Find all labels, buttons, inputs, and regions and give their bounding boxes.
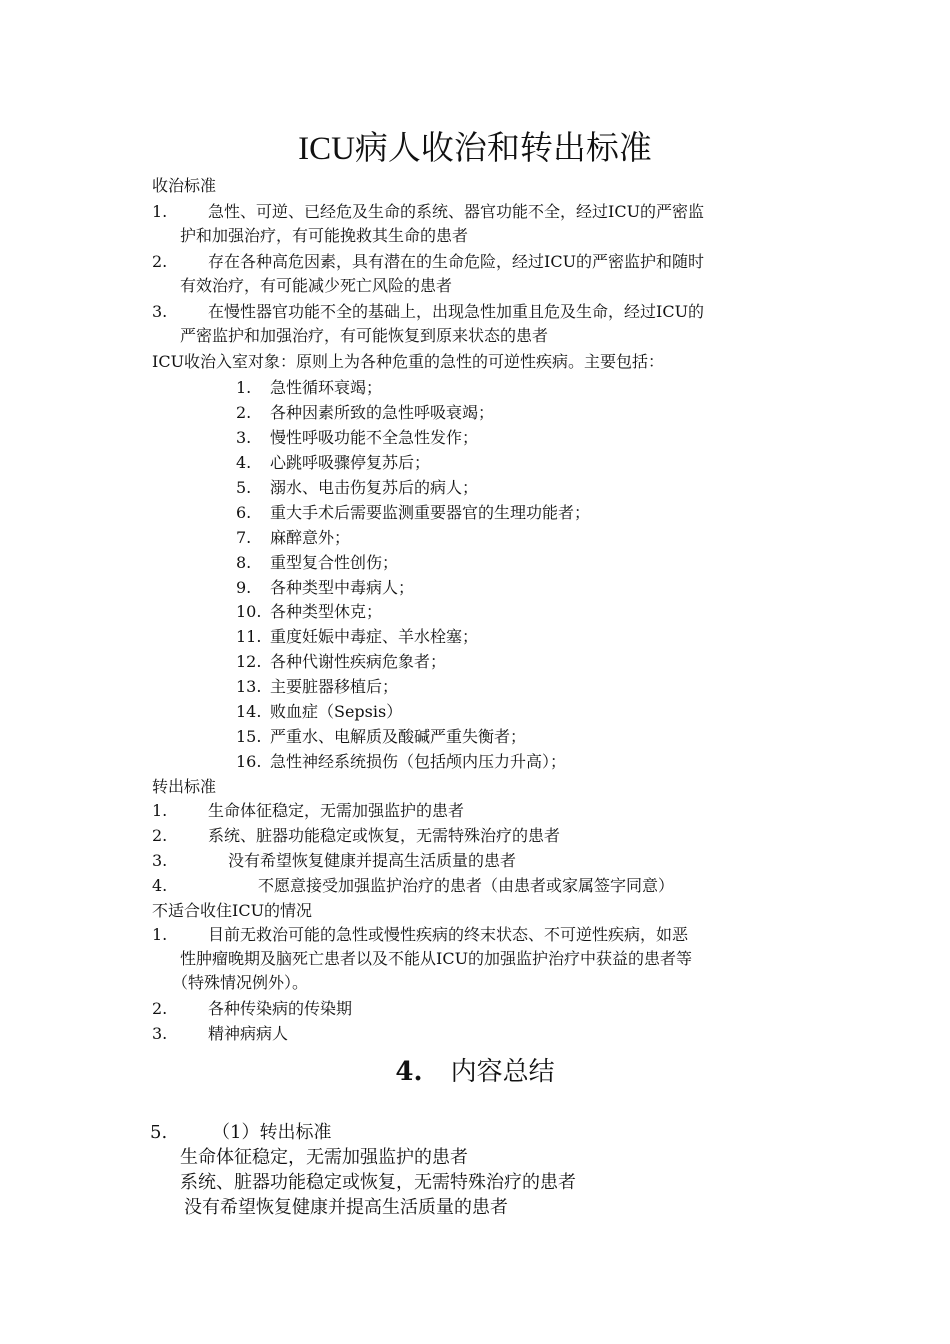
target-item-text: 重型复合性创伤； — [270, 553, 399, 572]
summary-line: 系统、脏器功能稳定或恢复，无需特殊治疗的患者 — [180, 1172, 576, 1193]
summary-heading-text: 内容总结 — [450, 1057, 555, 1087]
target-item-number: 4. — [236, 453, 252, 472]
target-item-number: 8. — [236, 553, 252, 572]
unsuitable-heading: 不适合收住ICU的情况 — [152, 901, 313, 920]
admission-item-text: 在慢性器官功能不全的基础上，出现急性加重且危及生命，经过ICU的 — [208, 302, 705, 321]
admission-item-text: 有效治疗，有可能减少死亡风险的患者 — [180, 276, 453, 295]
target-list-item — [236, 426, 478, 450]
target-item-text: 重度妊娠中毒症、羊水栓塞； — [270, 627, 479, 646]
transfer-item-number: 3. — [152, 851, 168, 870]
target-item-text: 急性神经系统损伤（包括颅内压力升高）； — [270, 752, 567, 771]
target-list-item — [236, 650, 446, 674]
transfer-item-number: 4. — [152, 876, 168, 895]
transfer-item-number: 2. — [152, 826, 168, 845]
target-item-text: 急性循环衰竭； — [270, 378, 383, 397]
admission-item-text: 严密监护和加强治疗，有可能恢复到原来状态的患者 — [180, 326, 549, 345]
target-list-item — [236, 700, 402, 724]
target-item-text: 溺水、电击伤复苏后的病人； — [270, 478, 479, 497]
unsuitable-item-number: 3. — [152, 1024, 168, 1043]
target-item-number: 5. — [236, 478, 252, 497]
admission-heading: 收治标准 — [152, 176, 217, 195]
target-item-number: 16. — [236, 752, 262, 771]
transfer-heading: 转出标准 — [152, 777, 217, 796]
unsuitable-item-text: 性肿瘤晚期及脑死亡患者以及不能从ICU的加强监护治疗中获益的患者等 — [180, 949, 693, 968]
transfer-item-text: 不愿意接受加强监护治疗的患者（由患者或家属签字同意） — [258, 876, 675, 895]
unsuitable-item-number: 2. — [152, 999, 168, 1018]
transfer-item-text: 没有希望恢复健康并提高生活质量的患者 — [228, 851, 517, 870]
target-item-number: 12. — [236, 652, 262, 671]
target-list-item — [236, 401, 494, 425]
target-list-item — [236, 600, 382, 624]
summary-item-heading: （1）转出标准 — [212, 1122, 332, 1143]
target-item-text: 各种代谢性疾病危象者； — [270, 652, 447, 671]
target-item-number: 10. — [236, 602, 262, 621]
summary-line: 生命体征稳定，无需加强监护的患者 — [180, 1147, 468, 1168]
target-list-item — [236, 476, 478, 500]
transfer-item-text: 系统、脏器功能稳定或恢复，无需特殊治疗的患者 — [208, 826, 561, 845]
admission-item-text: 护和加强治疗，有可能挽救其生命的患者 — [180, 226, 469, 245]
target-item-text: 败血症（Sepsis） — [270, 702, 403, 721]
target-item-number: 11. — [236, 627, 262, 646]
unsuitable-item-text: 目前无救治可能的急性或慢性疾病的终末状态、不可逆性疾病，如恶 — [208, 925, 689, 944]
target-item-text: 严重水、电解质及酸碱严重失衡者； — [270, 727, 527, 746]
target-item-text: 各种类型中毒病人； — [270, 578, 415, 597]
targets-intro: ICU收治入室对象：原则上为各种危重的急性的可逆性疾病。主要包括： — [152, 352, 665, 371]
target-list-item — [236, 551, 398, 575]
target-item-number: 7. — [236, 528, 252, 547]
unsuitable-item-number: 1. — [152, 925, 168, 944]
admission-item-text: 存在各种高危因素，具有潜在的生命危险，经过ICU的严密监护和随时 — [208, 252, 705, 271]
target-item-number: 2. — [236, 403, 252, 422]
target-list-item — [236, 501, 590, 525]
summary-heading-number: 4. — [395, 1057, 423, 1087]
target-item-number: 1. — [236, 378, 252, 397]
target-item-number: 15. — [236, 727, 262, 746]
target-item-text: 各种类型休克； — [270, 602, 383, 621]
target-list-item — [236, 451, 430, 475]
summary-line: 没有希望恢复健康并提高生活质量的患者 — [184, 1197, 508, 1218]
target-item-text: 主要脏器移植后； — [270, 677, 399, 696]
transfer-item-text: 生命体征稳定，无需加强监护的患者 — [208, 801, 465, 820]
target-item-text: 慢性呼吸功能不全急性发作； — [270, 428, 479, 447]
target-item-text: 麻醉意外； — [270, 528, 351, 547]
target-list-item — [236, 376, 382, 400]
admission-item-number: 1. — [152, 202, 168, 221]
target-list-item — [236, 576, 414, 600]
page-title: ICU病人收治和转出标准 — [298, 131, 652, 167]
transfer-item-number: 1. — [152, 801, 168, 820]
target-item-number: 3. — [236, 428, 252, 447]
target-list-item — [236, 725, 526, 749]
unsuitable-item-text: 各种传染病的传染期 — [208, 999, 353, 1018]
target-item-number: 13. — [236, 677, 262, 696]
target-item-number: 14. — [236, 702, 262, 721]
admission-item-text: 急性、可逆、已经危及生命的系统、器官功能不全，经过ICU的严密监 — [208, 202, 705, 221]
target-list-item — [236, 750, 566, 774]
target-list-item — [236, 675, 398, 699]
unsuitable-item-text: （特殊情况例外）。 — [172, 973, 309, 992]
target-item-number: 6. — [236, 503, 252, 522]
unsuitable-item-text: 精神病病人 — [208, 1024, 289, 1043]
target-item-text: 重大手术后需要监测重要器官的生理功能者； — [270, 503, 591, 522]
target-list-item — [236, 625, 478, 649]
summary-item-number: 5. — [150, 1122, 168, 1143]
target-item-number: 9. — [236, 578, 252, 597]
target-list-item — [236, 526, 350, 550]
target-item-text: 各种因素所致的急性呼吸衰竭； — [270, 403, 495, 422]
admission-item-number: 3. — [152, 302, 168, 321]
admission-item-number: 2. — [152, 252, 168, 271]
summary-heading — [0, 1052, 950, 1092]
target-item-text: 心跳呼吸骤停复苏后； — [270, 453, 431, 472]
